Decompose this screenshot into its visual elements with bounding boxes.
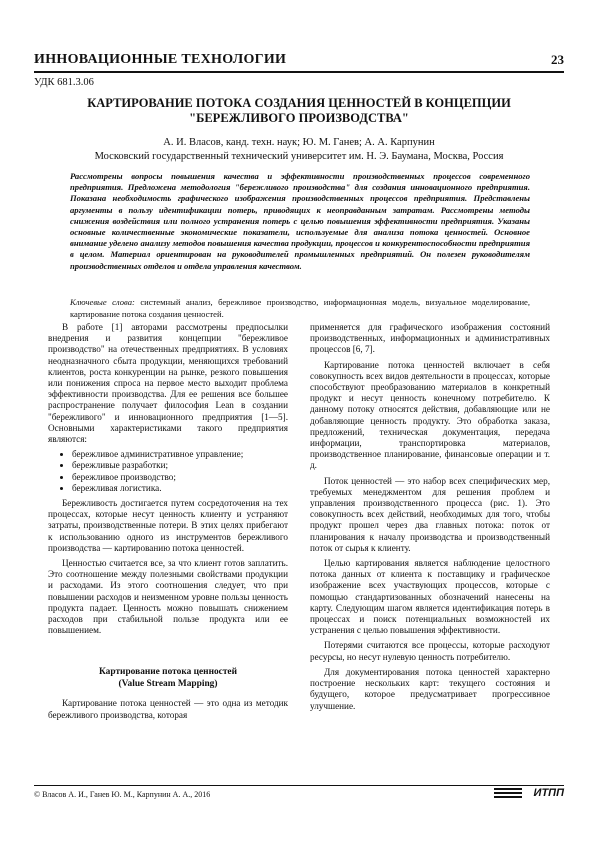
section-heading-line-2: (Value Stream Mapping) <box>118 679 218 690</box>
copyright-notice: © Власов А. И., Ганев Ю. М., Карпунин А. А., 2016 <box>34 790 211 799</box>
abstract: Рассмотрены вопросы повышения качества и эффективности производственных процессов современного предприятия. Предложена методология "бережливого производства" для создания инновационного предприятия. Показана необходимость графического изображения производственных процессов предприятия. Представлены аргументы в пользу идентификации потерь, приводящих к неоправданным затратам. Рассмотрены методы снижения воздействия или полного устранения потерь с целью повышения эффективности предприятия. Указаны основные количественные экономические показатели, используемые для анализа потока ценностей. Основное внимание уделено анализу методов повышения качества продукции, процессов и конкурентоспособности предприятия в целом. Материал ориентирован на руководителей промышленных предприятий. Он полезен руководителям производственных отделов и отдела управления качеством. <box>70 171 530 271</box>
paragraph: В работе [1] авторами рассмотрены предпосылки внедрения и развития концепции "бережливое производство" на отечественных предприятиях. В условиях неодназначного сбыта продукции, меняющихся требований клиентов, роста конкуренции на рынке, резкого повышения или понижения спроса на первое место выходит проблема эффективности производства. Для ее решения все большее распространение получает философия Lean в создании "бережливого" и инновационного предприятия [1—5]. Основными характеристиками такого предприятия являются: <box>48 322 288 445</box>
udk-code: УДК 681.3.06 <box>34 77 94 88</box>
paragraph: Бережливость достигается путем сосредоточения на тех процессах, которые несут ценность клиенту и устраняют затраты, производственные потери. В этих целях прибегают к использованию одного из инструментов бережливого производства — картированию потока ценностей. <box>48 498 288 553</box>
section-heading-line-1: Картирование потока ценностей <box>99 667 237 678</box>
article-title-line-2: "БЕРЕЖЛИВОГО ПРОИЗВОДСТВА" <box>189 111 409 125</box>
header-rule <box>34 71 564 73</box>
paragraph: Потерями считаются все процессы, которые расходуют ресурсы, но несут нулевую ценность потребителю. <box>310 640 550 662</box>
footer-rule <box>34 785 564 786</box>
paragraph: Целью картирования является наблюдение целостного потока данных от клиента к поставщику и графическое изображение всех участвующих процессов, которые с помощью стандартизованных обозначений нанесены на карту. Следующим шагом является идентификация потерь в процессах и поиск потенциальных возможностей их устранения с целью повышения эффективности. <box>310 558 550 636</box>
paragraph: Поток ценностей — это набор всех специфических мер, требуемых менеджментом для решения проблем и управления производственного процесса (рис. 1). Это совокупность всех действий, необходимых для того, чтобы продукт прошел через два главных потока: поток от планирования к началу производства и производственный поток от сырья к клиенту. <box>310 475 550 553</box>
right-column <box>310 322 550 716</box>
left-column <box>48 322 288 725</box>
keywords-label: Ключевые слова: <box>70 297 135 307</box>
list-item: • бережливое административное управление; <box>72 449 288 460</box>
list-item: • бережливое производство; <box>72 472 288 483</box>
section-heading <box>48 666 288 690</box>
page-number: 23 <box>551 52 564 67</box>
paragraph: применяется для графического изображения состояний производственных, информационных и административных процессов [6, 7]. <box>310 322 550 355</box>
logo-text: ИТПП <box>533 787 564 799</box>
paragraph: Картирование потока ценностей включает в себя совокупность всех видов деятельности в процессах, которые способствуют преобразованию материалов в конкретный продукт и несут ценность конечному потребителю. К данному потоку относятся действия, добавляющие или не добавляющие ценность продукту. Это обработка заказа, предложений, техническая документация, передача информации, транспортировка материалов, производственное планирование, финансовые операции и т. д. <box>310 359 550 471</box>
article-title-line-1: КАРТИРОВАНИЕ ПОТОКА СОЗДАНИЯ ЦЕННОСТЕЙ В КОНЦЕПЦИИ <box>87 96 511 110</box>
journal-section-title: ИННОВАЦИОННЫЕ ТЕХНОЛОГИИ <box>34 52 287 67</box>
bullet-list <box>48 449 288 494</box>
paragraph: Картирование потока ценностей — это одна из методик бережливого производства, которая <box>48 698 288 720</box>
running-header <box>34 52 564 68</box>
journal-page <box>34 0 564 848</box>
paragraph: Для документирования потока ценностей характерно построение нескольких карт: текущего состояния и будущего, которое предусматривает прогрессивное улучшение. <box>310 666 550 711</box>
logo-lines-icon <box>494 788 522 802</box>
publisher-logo <box>494 787 564 803</box>
list-item: • бережливые разработки; <box>72 460 288 471</box>
keywords-text: системный анализ, бережливое производство, информационная модель, визуальное моделирование, картирование потока создания ценностей. <box>70 297 531 319</box>
article-title <box>34 96 564 126</box>
paragraph: Ценностью считается все, за что клиент готов заплатить. Это соотношение между полезными свойствами продукции и расходами. Из этого соотношения следует, что при повышении расходов и неизменном уровне пользы ценность продукта падает. Ценность можно повышать снижением расходов при стабильной пользе продукта или ее повышением. <box>48 558 288 636</box>
authors: А. И. Власов, канд. техн. наук; Ю. М. Ганев; А. А. Карпунин <box>163 137 435 148</box>
affiliation: Московский государственный технический университет им. Н. Э. Баумана, Москва, Россия <box>94 151 504 162</box>
list-item: • бережливая логистика. <box>72 483 288 494</box>
keywords <box>70 297 530 320</box>
